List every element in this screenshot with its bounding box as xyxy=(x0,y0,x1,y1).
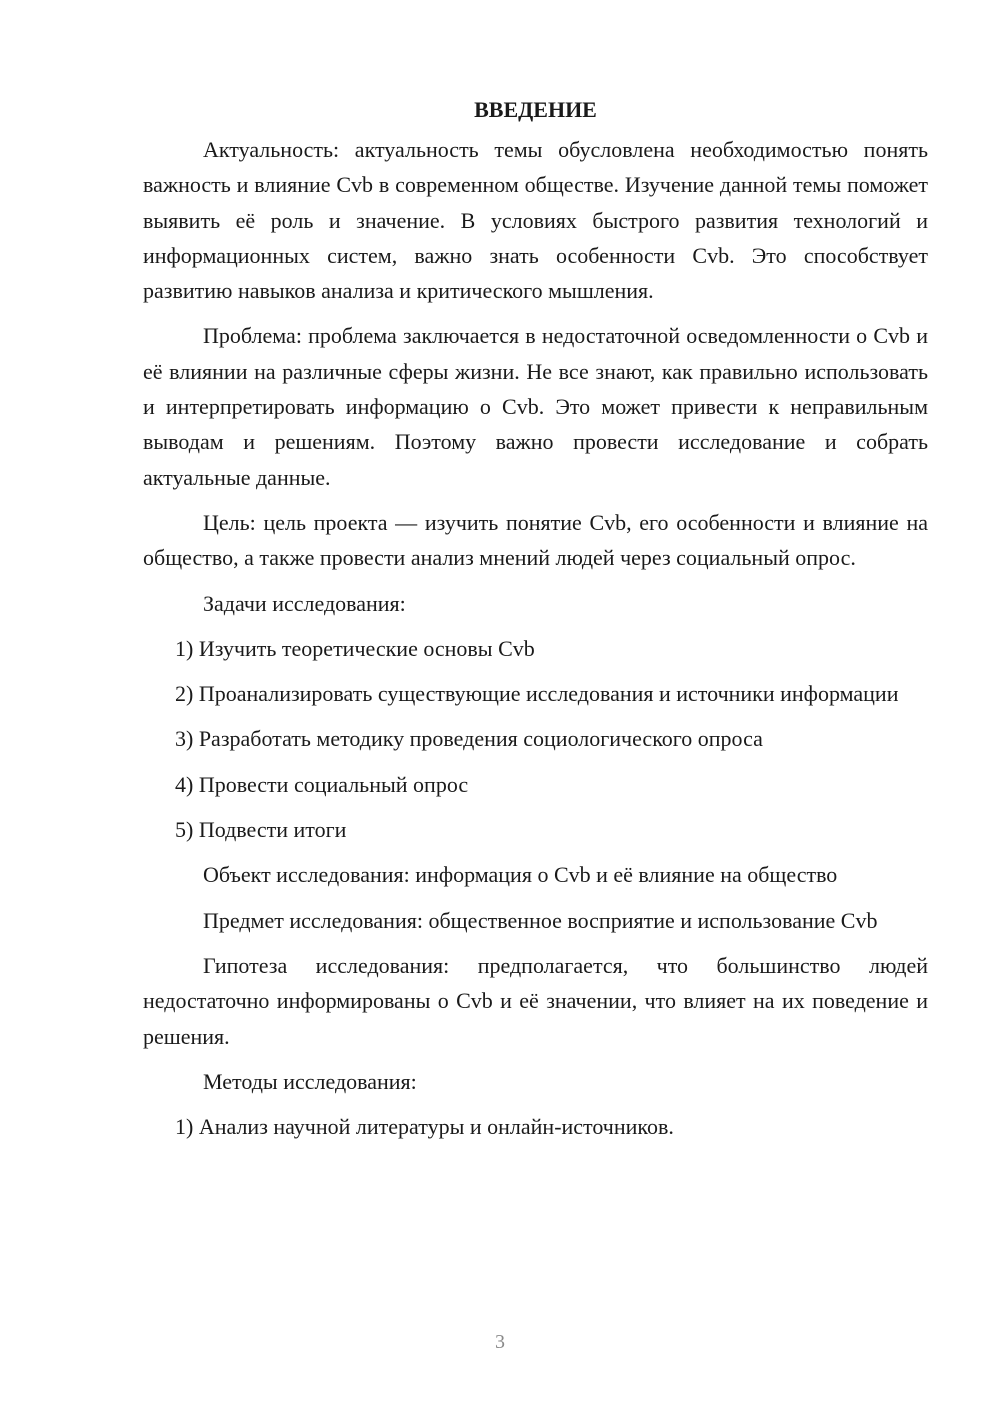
section-heading: ВВЕДЕНИЕ xyxy=(474,97,597,122)
tasks-title: Задачи исследования: xyxy=(203,590,406,616)
method-item: 1) Анализ научной литературы и онлайн-источников. xyxy=(175,1114,674,1140)
document-page xyxy=(143,92,928,1154)
object-paragraph: Объект исследования: информация о Cvb и её влияние на общество xyxy=(203,862,838,888)
relevance-paragraph: Актуальность: актуальность темы обусловлена необходимостью понять важность и влияние Cvb в современном обществе. Изучение данной темы поможет выявить её роль и значение. В условиях быстрого развития технологий и информационных систем, важно знать особенности Cvb. Это способствует развитию навыков анализа и критического мышления. xyxy=(143,137,928,304)
methods-title: Методы исследования: xyxy=(203,1068,417,1094)
task-item: 4) Провести социальный опрос xyxy=(175,771,469,797)
page-number: 3 xyxy=(495,1331,505,1353)
hypothesis-paragraph: Гипотеза исследования: предполагается, что большинство людей недостаточно информированы о Cvb и её значении, что влияет на их поведение и решения. xyxy=(143,952,928,1049)
subject-paragraph: Предмет исследования: общественное восприятие и использование Cvb xyxy=(203,907,878,933)
task-item: 5) Подвести итоги xyxy=(175,817,347,843)
task-item: 1) Изучить теоретические основы Cvb xyxy=(175,635,535,661)
goal-paragraph: Цель: цель проекта — изучить понятие Cvb, его особенности и влияние на общество, а также провести анализ мнений людей через социальный опрос. xyxy=(143,509,928,571)
problem-paragraph: Проблема: проблема заключается в недостаточной осведомленности о Cvb и её влиянии на различные сферы жизни. Не все знают, как правильно использовать и интерпретировать информацию о Cvb. Это может привести к неправильным выводам и решениям. Поэтому важно провести исследование и собрать актуальные данные. xyxy=(143,323,928,490)
task-item: 3) Разработать методику проведения социологического опроса xyxy=(175,726,763,752)
task-item: 2) Проанализировать существующие исследования и источники информации xyxy=(175,681,899,707)
